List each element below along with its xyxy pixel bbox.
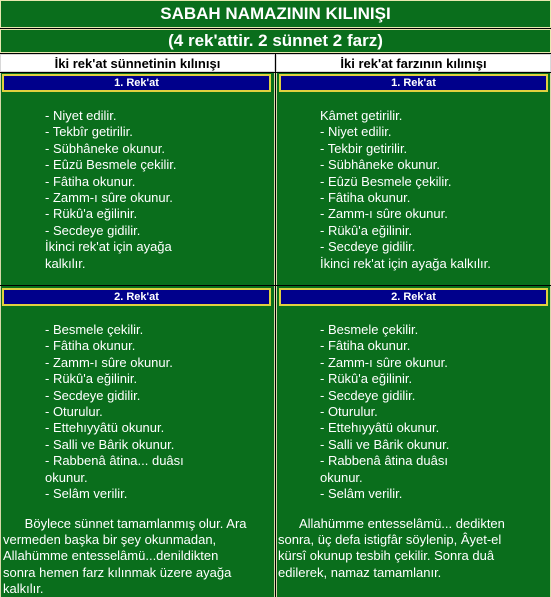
closing-line: Allahümme entesselâmü...denildikten xyxy=(3,548,219,564)
step-line: kalkılır. xyxy=(45,255,86,271)
step-line: - Fâtiha okunur. xyxy=(320,190,411,206)
step-line: okunur. xyxy=(320,469,363,485)
step-line: - Salli ve Bârik okunur. xyxy=(320,436,450,452)
right-rekat1-bar: 1. Rek'at xyxy=(279,74,548,92)
step-line: okunur. xyxy=(45,469,88,485)
step-line: - Secdeye gidilir. xyxy=(45,222,141,238)
closing-line: Allahümme entesselâmü... dedikten xyxy=(278,516,505,531)
step-line: - Selâm verilir. xyxy=(320,486,403,502)
page-subtitle: (4 rek'attir. 2 sünnet 2 farz) xyxy=(0,29,551,53)
step-line: - Rükû'a eğilinir. xyxy=(320,222,413,238)
step-line: İkinci rek'at için ayağa xyxy=(45,239,172,255)
right-rekat1-steps xyxy=(320,108,491,272)
step-line: - Tekbir getirilir. xyxy=(320,140,408,156)
step-line: - Oturulur. xyxy=(320,404,378,420)
step-line: - Ettehıyyâtü okunur. xyxy=(45,420,165,436)
page-title: SABAH NAMAZININ KILINIŞI xyxy=(0,0,551,28)
left-rekat2-steps xyxy=(45,322,184,502)
left-closing-paragraph xyxy=(3,516,273,597)
step-line: - Niyet edilir. xyxy=(45,108,117,123)
step-line: - Rükû'a eğilinir. xyxy=(45,206,138,222)
step-line: - Sübhâneke okunur. xyxy=(320,157,440,173)
step-line: - Fâtiha okunur. xyxy=(45,173,136,189)
closing-line: vermeden başka bir şey okunmadan, xyxy=(3,532,217,548)
closing-line: sonra, üç defa istigfâr söylenip, Âyet-el xyxy=(278,532,502,548)
left-rekat1-steps xyxy=(45,108,177,272)
step-line: - Zamm-ı sûre okunur. xyxy=(45,190,173,206)
step-line: - Secdeye gidilir. xyxy=(320,239,416,255)
step-line: - Secdeye gidilir. xyxy=(45,387,141,403)
left-column-heading: İki rek'at sünnetinin kılınışı xyxy=(0,54,275,72)
right-rekat2-bar: 2. Rek'at xyxy=(279,288,548,306)
step-line: - Secdeye gidilir. xyxy=(320,387,416,403)
closing-line: kürsî okunup tesbih çekilir. Sonra duâ xyxy=(278,548,495,564)
step-line: - Selâm verilir. xyxy=(45,486,128,502)
step-line: - Zamm-ı sûre okunur. xyxy=(320,354,448,370)
left-rekat2-bar: 2. Rek'at xyxy=(2,288,271,306)
step-line: Kâmet getirilir. xyxy=(320,108,403,123)
step-line: - Fâtiha okunur. xyxy=(45,338,136,354)
closing-line: kalkılır. xyxy=(3,580,44,596)
step-line: - Eûzü Besmele çekilir. xyxy=(320,173,452,189)
step-line: İkinci rek'at için ayağa kalkılır. xyxy=(320,255,491,271)
step-line: - Salli ve Bârik okunur. xyxy=(45,436,175,452)
step-line: - Niyet edilir. xyxy=(320,124,392,140)
closing-line: Böylece sünnet tamamlanmış olur. Ara xyxy=(3,516,247,531)
step-line: - Sübhâneke okunur. xyxy=(45,140,165,156)
step-line: - Oturulur. xyxy=(45,404,103,420)
step-line: - Zamm-ı sûre okunur. xyxy=(45,354,173,370)
step-line: - Eûzü Besmele çekilir. xyxy=(45,157,177,173)
step-line: - Ettehıyyâtü okunur. xyxy=(320,420,440,436)
step-line: - Zamm-ı sûre okunur. xyxy=(320,206,448,222)
step-line: - Besmele çekilir. xyxy=(45,322,144,337)
right-closing-paragraph xyxy=(278,516,548,581)
step-line: - Rükû'a eğilinir. xyxy=(45,371,138,387)
right-column-heading: İki rek'at farzının kılınışı xyxy=(276,54,551,72)
closing-line: edilerek, namaz tamamlanır. xyxy=(278,564,442,580)
closing-line: sonra hemen farz kılınmak üzere ayağa xyxy=(3,564,232,580)
step-line: - Rabbenâ âtina... duâsı xyxy=(45,453,184,469)
left-rekat1-bar: 1. Rek'at xyxy=(2,74,271,92)
step-line: - Besmele çekilir. xyxy=(320,322,419,337)
step-line: - Fâtiha okunur. xyxy=(320,338,411,354)
right-rekat2-steps xyxy=(320,322,449,502)
step-line: - Tekbîr getirilir. xyxy=(45,124,133,140)
step-line: - Rükû'a eğilinir. xyxy=(320,371,413,387)
step-line: - Rabbenâ âtina duâsı xyxy=(320,453,448,469)
